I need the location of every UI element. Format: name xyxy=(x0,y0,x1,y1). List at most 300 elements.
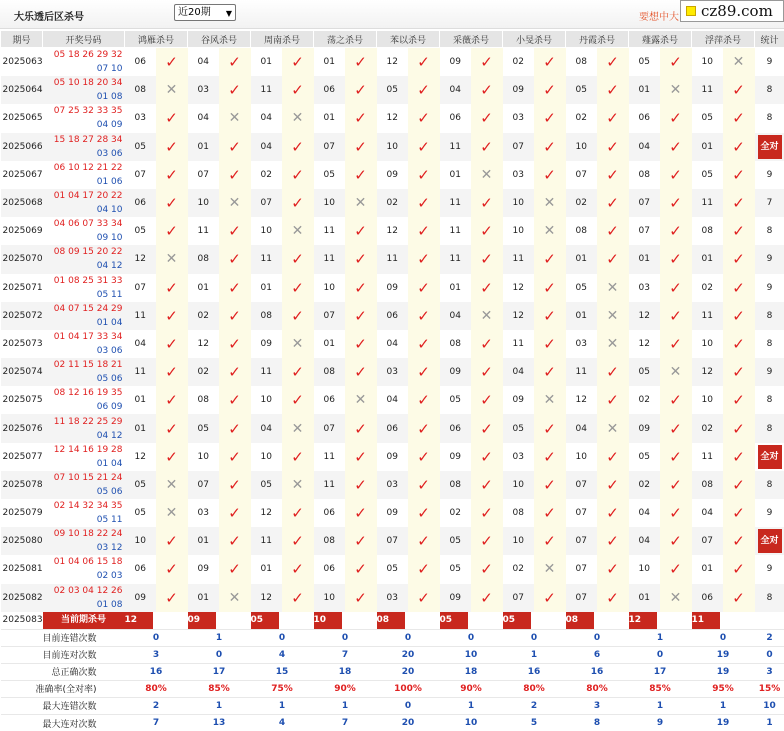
cross-icon xyxy=(282,104,314,132)
draw-numbers xyxy=(43,133,125,161)
stat-row xyxy=(1,663,784,680)
kill-number: 10 xyxy=(503,189,534,217)
kill-cells xyxy=(125,104,755,132)
site-logo[interactable] xyxy=(680,0,784,22)
check-icon xyxy=(534,527,566,555)
kill-number: 04 xyxy=(377,386,408,414)
check-icon xyxy=(282,584,314,612)
check-icon xyxy=(597,471,629,499)
cross-icon xyxy=(534,555,566,583)
check-icon: ✓ xyxy=(543,138,556,156)
check-icon xyxy=(156,386,188,414)
check-icon: ✓ xyxy=(669,504,682,522)
cross-icon xyxy=(282,471,314,499)
kill-number: 02 xyxy=(629,471,660,499)
check-icon: ✓ xyxy=(480,194,493,212)
check-icon: ✓ xyxy=(669,109,682,127)
kill-number: 05 xyxy=(125,133,156,161)
front-numbers: 06 10 12 21 22 xyxy=(54,163,123,173)
check-icon: ✓ xyxy=(417,589,430,607)
check-icon: ✓ xyxy=(228,250,241,268)
check-icon: ✓ xyxy=(291,166,304,184)
kill-number: 05 xyxy=(125,217,156,245)
check-icon: ✓ xyxy=(228,532,241,550)
kill-number: 05 xyxy=(629,443,660,471)
check-icon xyxy=(660,414,692,442)
stat-row xyxy=(1,714,784,731)
check-icon: ✓ xyxy=(606,448,619,466)
check-icon xyxy=(723,471,755,499)
check-icon xyxy=(534,48,566,76)
check-icon xyxy=(534,302,566,330)
kill-number: 08 xyxy=(629,161,660,189)
kill-number: 05 xyxy=(566,76,597,104)
table-row xyxy=(1,104,784,132)
check-icon: ✓ xyxy=(480,109,493,127)
table-row xyxy=(1,133,784,161)
kill-number: 05 xyxy=(692,104,723,132)
check-icon: ✓ xyxy=(417,279,430,297)
kill-number: 11 xyxy=(188,217,219,245)
kill-cells xyxy=(125,527,755,555)
cross-icon xyxy=(471,302,503,330)
check-icon xyxy=(219,527,251,555)
stat-value: 0 xyxy=(125,629,188,646)
check-icon xyxy=(534,274,566,302)
cross-icon xyxy=(471,161,503,189)
stat-value: 10 xyxy=(755,697,784,714)
kill-number: 02 xyxy=(188,358,219,386)
check-icon xyxy=(408,414,440,442)
check-icon: ✓ xyxy=(354,53,367,71)
stat-value: 1 xyxy=(503,646,566,663)
front-numbers: 11 18 22 25 29 xyxy=(54,417,123,427)
current-kill-cell xyxy=(188,612,251,630)
check-icon: ✓ xyxy=(165,363,178,381)
check-icon xyxy=(534,414,566,442)
period-number: 2025072 xyxy=(1,302,43,330)
col-header: 统计 xyxy=(755,31,784,48)
cross-icon xyxy=(282,414,314,442)
draw-numbers xyxy=(43,48,125,77)
period-number: 2025069 xyxy=(1,217,43,245)
check-icon xyxy=(723,133,755,161)
kill-number: 05 xyxy=(692,161,723,189)
draw-numbers xyxy=(43,527,125,555)
check-icon xyxy=(660,104,692,132)
col-header: 鸿雁杀号 xyxy=(125,31,188,48)
col-header: 浮萍杀号 xyxy=(692,31,755,48)
check-icon xyxy=(219,76,251,104)
period-number: 2025066 xyxy=(1,133,43,161)
check-icon xyxy=(345,48,377,76)
period-number: 2025077 xyxy=(1,443,43,471)
period-number: 2025071 xyxy=(1,274,43,302)
kill-number: 11 xyxy=(692,443,723,471)
draw-numbers xyxy=(43,161,125,189)
check-icon: ✓ xyxy=(417,109,430,127)
kill-number: 02 xyxy=(692,414,723,442)
check-icon: ✓ xyxy=(291,279,304,297)
check-icon: ✓ xyxy=(291,391,304,409)
check-icon: ✓ xyxy=(354,504,367,522)
table-row xyxy=(1,358,784,386)
back-numbers: 04 12 xyxy=(97,431,123,441)
kill-number: 07 xyxy=(125,161,156,189)
kill-number: 05 xyxy=(503,414,534,442)
current-kill-cell xyxy=(251,612,314,630)
check-icon: ✓ xyxy=(543,532,556,550)
check-icon: ✓ xyxy=(480,250,493,268)
kill-number: 12 xyxy=(377,104,408,132)
stat-value: 3 xyxy=(125,646,188,663)
check-icon: ✓ xyxy=(165,109,178,127)
check-icon xyxy=(408,217,440,245)
kill-number: 04 xyxy=(125,330,156,358)
check-icon: ✓ xyxy=(354,476,367,494)
front-numbers: 02 11 15 18 21 xyxy=(54,360,123,370)
check-icon xyxy=(345,104,377,132)
kill-number: 05 xyxy=(377,555,408,583)
check-icon xyxy=(408,443,440,471)
front-numbers: 05 10 18 20 34 xyxy=(54,78,123,88)
stat-value: 80% xyxy=(125,680,188,697)
kill-row-grid xyxy=(125,584,755,612)
check-icon: ✓ xyxy=(228,448,241,466)
back-numbers: 01 04 xyxy=(97,318,123,328)
stat-row xyxy=(1,629,784,646)
check-icon: ✓ xyxy=(417,476,430,494)
kill-row-grid xyxy=(125,48,755,76)
check-icon xyxy=(723,358,755,386)
check-icon: ✓ xyxy=(165,307,178,325)
draw-numbers xyxy=(43,358,125,386)
front-numbers: 02 14 32 34 35 xyxy=(54,501,123,511)
check-icon: ✓ xyxy=(669,448,682,466)
check-icon xyxy=(597,161,629,189)
check-icon xyxy=(345,76,377,104)
stat-value: 0 xyxy=(314,629,377,646)
kill-number: 10 xyxy=(503,527,534,555)
kill-number: 01 xyxy=(440,274,471,302)
check-icon: ✓ xyxy=(543,307,556,325)
kill-cells xyxy=(125,245,755,273)
check-icon: ✓ xyxy=(228,81,241,99)
back-numbers: 01 06 xyxy=(97,177,123,187)
check-icon xyxy=(723,161,755,189)
stat-row xyxy=(1,697,784,714)
stat-value: 0 xyxy=(692,629,755,646)
check-icon: ✓ xyxy=(354,363,367,381)
kill-number: 10 xyxy=(188,443,219,471)
kill-number: 03 xyxy=(377,471,408,499)
check-icon xyxy=(282,189,314,217)
period-number: 2025073 xyxy=(1,330,43,358)
check-icon xyxy=(219,274,251,302)
cross-icon: ✕ xyxy=(355,392,367,408)
promo-link[interactable]: 要想中大 xyxy=(639,8,679,23)
check-icon: ✓ xyxy=(543,335,556,353)
check-icon xyxy=(219,414,251,442)
check-icon: ✓ xyxy=(543,166,556,184)
check-icon: ✓ xyxy=(543,53,556,71)
logo-square-icon xyxy=(686,6,696,16)
check-icon xyxy=(723,104,755,132)
table-row xyxy=(1,471,784,499)
stat-label: 最大连对次数 xyxy=(1,714,125,731)
check-icon: ✓ xyxy=(606,138,619,156)
check-icon: ✓ xyxy=(669,307,682,325)
stat-value: 13 xyxy=(188,714,251,731)
kill-number: 11 xyxy=(314,443,345,471)
check-icon xyxy=(723,584,755,612)
kill-number: 03 xyxy=(377,358,408,386)
stat-value: 85% xyxy=(188,680,251,697)
kill-cells xyxy=(125,274,755,302)
check-icon xyxy=(282,499,314,527)
check-icon xyxy=(408,76,440,104)
check-icon xyxy=(408,302,440,330)
stat-value: 0 xyxy=(188,646,251,663)
check-icon xyxy=(660,527,692,555)
check-icon xyxy=(723,443,755,471)
check-icon xyxy=(345,471,377,499)
kill-row-grid xyxy=(125,76,755,104)
stat-value: 16 xyxy=(503,663,566,680)
period-select[interactable] xyxy=(174,4,236,21)
draw-numbers xyxy=(43,555,125,583)
back-numbers: 01 08 xyxy=(97,92,123,102)
check-icon: ✓ xyxy=(354,81,367,99)
check-icon: ✓ xyxy=(669,335,682,353)
kill-number: 09 xyxy=(377,161,408,189)
front-numbers: 09 10 18 22 24 xyxy=(54,529,123,539)
col-header: 周南杀号 xyxy=(251,31,314,48)
cross-icon: ✕ xyxy=(292,336,304,352)
kill-number: 04 xyxy=(251,133,282,161)
kill-number: 07 xyxy=(377,527,408,555)
check-icon xyxy=(345,274,377,302)
kill-number: 07 xyxy=(503,133,534,161)
check-icon: ✓ xyxy=(669,166,682,184)
check-icon: ✓ xyxy=(228,363,241,381)
check-icon xyxy=(723,217,755,245)
kill-number: 05 xyxy=(629,48,660,76)
check-icon xyxy=(408,471,440,499)
kill-number: 06 xyxy=(125,189,156,217)
check-icon xyxy=(345,499,377,527)
check-icon: ✓ xyxy=(606,476,619,494)
cross-icon: ✕ xyxy=(670,590,682,606)
row-count: 9 xyxy=(755,358,784,386)
draw-numbers xyxy=(43,471,125,499)
draw-numbers xyxy=(43,499,125,527)
kill-cells xyxy=(125,555,755,583)
kill-number: 01 xyxy=(125,414,156,442)
kill-number: 06 xyxy=(629,104,660,132)
check-icon xyxy=(597,133,629,161)
kill-number: 10 xyxy=(566,133,597,161)
kill-cells xyxy=(125,330,755,358)
cross-icon: ✕ xyxy=(292,477,304,493)
kill-number: 04 xyxy=(377,330,408,358)
check-icon: ✓ xyxy=(417,363,430,381)
kill-row-grid xyxy=(125,414,755,442)
check-icon: ✓ xyxy=(417,222,430,240)
stat-value: 7 xyxy=(314,714,377,731)
draw-numbers xyxy=(43,386,125,414)
kill-number: 12 xyxy=(251,499,282,527)
check-icon xyxy=(408,133,440,161)
check-icon: ✓ xyxy=(354,448,367,466)
current-kill-cell xyxy=(503,612,566,630)
check-icon: ✓ xyxy=(606,166,619,184)
check-icon: ✓ xyxy=(354,138,367,156)
kill-number: 06 xyxy=(125,555,156,583)
check-icon: ✓ xyxy=(732,307,745,325)
check-icon: ✓ xyxy=(480,53,493,71)
cross-icon: ✕ xyxy=(355,195,367,211)
cross-icon: ✕ xyxy=(607,280,619,296)
kill-number: 12 xyxy=(125,443,156,471)
check-icon xyxy=(660,386,692,414)
check-icon xyxy=(408,104,440,132)
check-icon: ✓ xyxy=(543,109,556,127)
check-icon: ✓ xyxy=(291,532,304,550)
check-icon xyxy=(471,499,503,527)
kill-number: 07 xyxy=(629,217,660,245)
front-numbers: 04 06 07 33 34 xyxy=(54,219,123,229)
check-icon xyxy=(345,161,377,189)
check-icon: ✓ xyxy=(669,250,682,268)
check-icon: ✓ xyxy=(417,504,430,522)
kill-number: 05 xyxy=(314,161,345,189)
kill-number: 04 xyxy=(188,48,219,76)
front-numbers: 08 09 15 20 22 xyxy=(54,247,123,257)
check-icon xyxy=(723,414,755,442)
kill-number: 10 xyxy=(692,330,723,358)
kill-number: 12 xyxy=(566,386,597,414)
kill-number: 12 xyxy=(503,302,534,330)
stat-value: 80% xyxy=(503,680,566,697)
kill-number: 09 xyxy=(629,414,660,442)
check-icon xyxy=(723,527,755,555)
row-count: 7 xyxy=(755,189,784,217)
kill-number: 09 xyxy=(377,499,408,527)
kill-number: 10 xyxy=(125,527,156,555)
stat-value: 90% xyxy=(314,680,377,697)
check-icon: ✓ xyxy=(543,363,556,381)
check-icon xyxy=(345,414,377,442)
kill-number: 10 xyxy=(377,133,408,161)
kill-number: 12 xyxy=(125,245,156,273)
kill-number: 09 xyxy=(251,330,282,358)
check-icon: ✓ xyxy=(417,138,430,156)
check-icon: ✓ xyxy=(606,194,619,212)
kill-row-grid xyxy=(125,386,755,414)
check-icon: ✓ xyxy=(480,560,493,578)
check-icon xyxy=(156,302,188,330)
kill-number: 01 xyxy=(566,245,597,273)
kill-cells xyxy=(125,443,755,471)
check-icon: ✓ xyxy=(606,250,619,268)
check-icon: ✓ xyxy=(480,476,493,494)
table-row xyxy=(1,527,784,555)
kill-row-grid xyxy=(125,471,755,499)
kill-row-grid xyxy=(125,358,755,386)
check-icon: ✓ xyxy=(543,250,556,268)
front-numbers: 01 04 17 20 22 xyxy=(54,191,123,201)
draw-numbers xyxy=(43,104,125,132)
check-icon: ✓ xyxy=(732,532,745,550)
check-icon: ✓ xyxy=(543,420,556,438)
kill-number: 11 xyxy=(314,471,345,499)
front-numbers: 07 10 15 21 24 xyxy=(54,473,123,483)
kill-number: 01 xyxy=(251,48,282,76)
kill-number: 01 xyxy=(692,133,723,161)
check-icon xyxy=(471,330,503,358)
kill-number: 07 xyxy=(566,555,597,583)
kill-number: 03 xyxy=(125,104,156,132)
check-icon xyxy=(345,358,377,386)
check-icon: ✓ xyxy=(417,560,430,578)
check-icon: ✓ xyxy=(480,532,493,550)
table-row xyxy=(1,499,784,527)
cross-icon xyxy=(156,499,188,527)
back-numbers: 04 12 xyxy=(97,261,123,271)
cross-icon xyxy=(660,358,692,386)
kill-number: 11 xyxy=(314,245,345,273)
check-icon xyxy=(345,133,377,161)
period-number: 2025076 xyxy=(1,414,43,442)
check-icon: ✓ xyxy=(480,279,493,297)
check-icon xyxy=(219,358,251,386)
check-icon: ✓ xyxy=(354,335,367,353)
stat-value: 1 xyxy=(755,714,784,731)
check-icon xyxy=(219,245,251,273)
page-title: 大乐透后区杀号 xyxy=(14,8,84,23)
kill-number: 11 xyxy=(125,302,156,330)
check-icon xyxy=(345,555,377,583)
draw-numbers xyxy=(43,330,125,358)
current-kill-label: 当前期杀号 xyxy=(43,612,125,629)
kill-number: 02 xyxy=(566,104,597,132)
stat-label: 准确率(全对率) xyxy=(1,680,125,697)
kill-number: 05 xyxy=(188,414,219,442)
kill-number: 12 xyxy=(377,217,408,245)
kill-number: 02 xyxy=(692,274,723,302)
check-icon: ✓ xyxy=(543,476,556,494)
stat-value: 1 xyxy=(692,697,755,714)
kill-number: 07 xyxy=(188,471,219,499)
back-numbers: 04 10 xyxy=(97,205,123,215)
check-icon xyxy=(597,48,629,76)
check-icon: ✓ xyxy=(165,560,178,578)
check-icon: ✓ xyxy=(165,194,178,212)
check-icon xyxy=(471,527,503,555)
kill-number: 05 xyxy=(440,555,471,583)
kill-number: 08 xyxy=(692,471,723,499)
cross-icon xyxy=(597,274,629,302)
stat-value: 17 xyxy=(188,663,251,680)
period-number: 2025070 xyxy=(1,245,43,273)
check-icon: ✓ xyxy=(165,589,178,607)
kill-number: 11 xyxy=(503,245,534,273)
top-bar xyxy=(0,0,784,29)
check-icon: ✓ xyxy=(669,53,682,71)
check-icon xyxy=(345,443,377,471)
check-icon: ✓ xyxy=(354,532,367,550)
